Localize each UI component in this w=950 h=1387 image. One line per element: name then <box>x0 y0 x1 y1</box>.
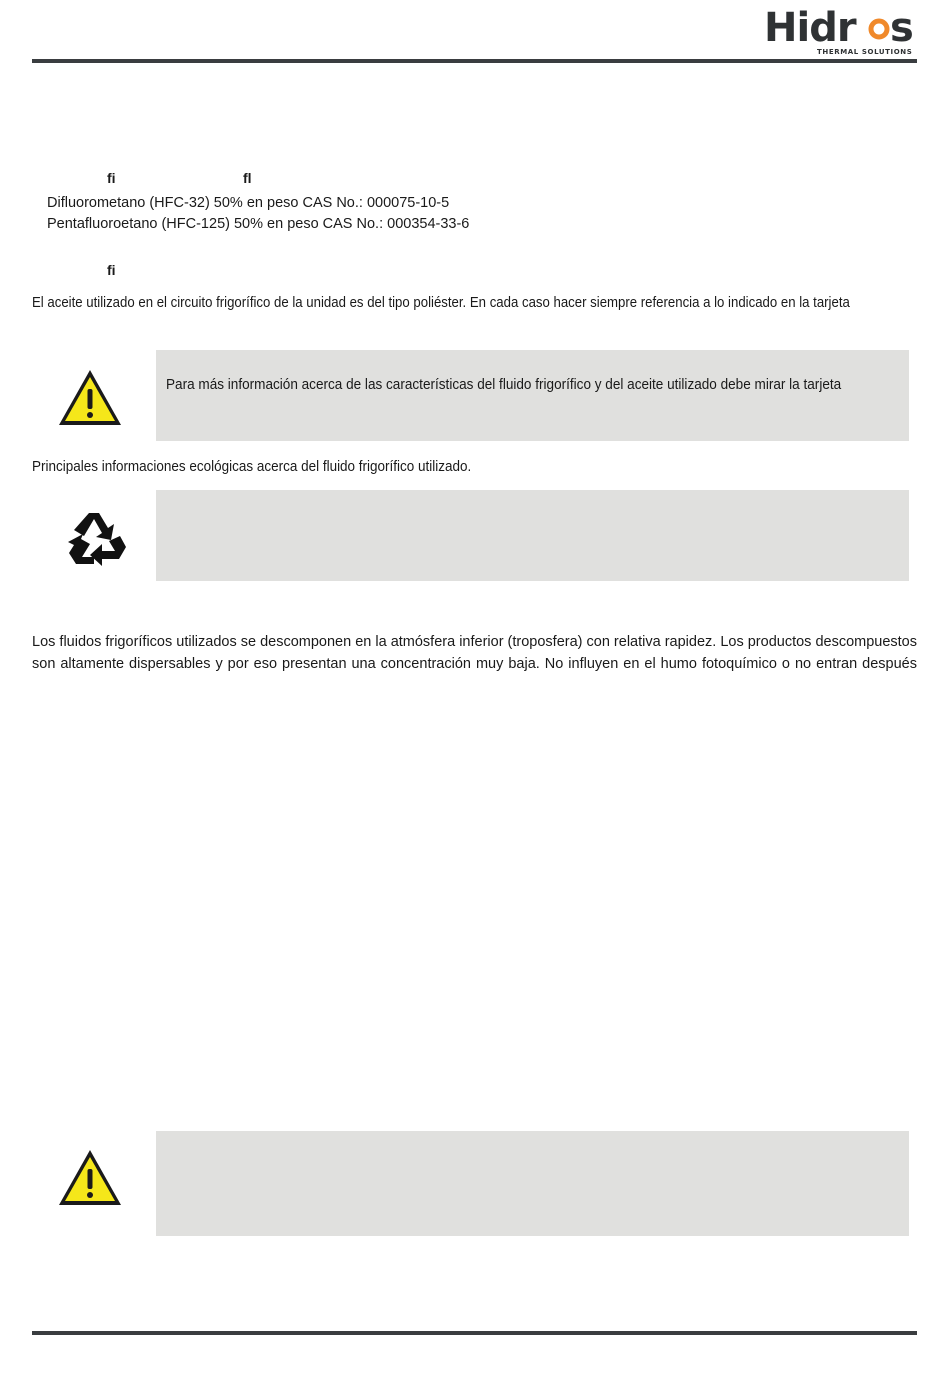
composition-line-2: Pentafluoroetano (HFC-125) 50% en peso CAS No.: 000354-33-6 <box>47 216 470 232</box>
logo-text-left: Hidr <box>764 5 856 51</box>
warning-text-1: Para más información acerca de las características del fluido frigorífico y del aceite utilizado debe mirar la tarjeta <box>166 377 842 393</box>
warning-box-2 <box>156 1131 909 1236</box>
decomposition-line-1: Los fluidos frigoríficos utilizados se descomponen en la atmósfera inferior (troposfera) con relativa rapidez. Los productos descompuestos <box>32 634 917 650</box>
warning-triangle-icon <box>57 368 123 428</box>
ligature-fi: fi <box>107 170 116 186</box>
recycle-icon <box>64 507 130 569</box>
warning-box-1 <box>156 350 909 441</box>
decomposition-line-2: son altamente dispersables y por eso presentan una concentración muy baja. No influyen en el humo fotoquímico o no entran después <box>32 656 917 672</box>
eco-heading: Principales informaciones ecológicas acerca del fluido frigorífico utilizado. <box>32 459 472 475</box>
eco-box <box>156 490 909 581</box>
header-rule <box>32 59 917 63</box>
warning-triangle-icon-2 <box>57 1148 123 1208</box>
ligature-fl: fl <box>243 170 252 186</box>
ligature-fi-2: fi <box>107 262 116 278</box>
logo-text-right: s <box>890 5 913 51</box>
logo-o-icon <box>868 18 890 40</box>
composition-line-1: Difluorometano (HFC-32) 50% en peso CAS No.: 000075-10-5 <box>47 195 450 211</box>
header-logo <box>764 5 919 58</box>
footer-rule <box>32 1331 917 1335</box>
logo-tagline: THERMAL SOLUTIONS <box>817 48 913 56</box>
oil-paragraph: El aceite utilizado en el circuito frigorífico de la unidad es del tipo poliéster. En cada caso hacer siempre referencia a lo indicado en la tarjeta <box>32 295 850 311</box>
